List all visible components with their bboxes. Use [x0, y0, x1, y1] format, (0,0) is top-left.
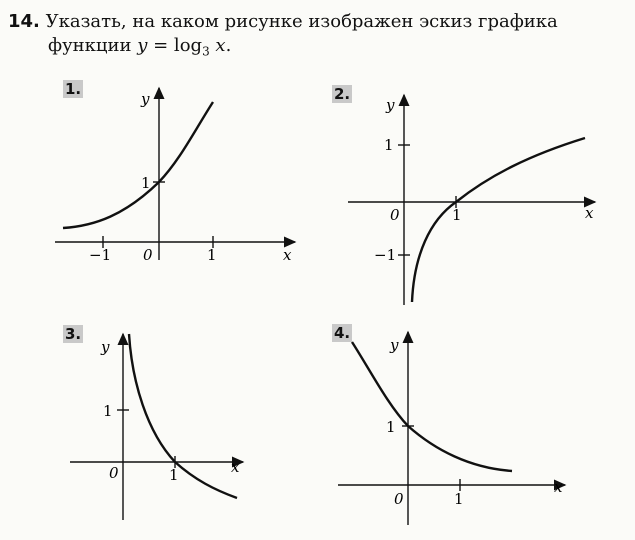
formula-base: 3 — [202, 44, 210, 59]
option-3-badge: 3. — [65, 325, 82, 343]
graph-option-4[interactable] — [320, 320, 620, 530]
y-axis-label: y — [101, 338, 110, 356]
option-4-badge: 4. — [334, 324, 351, 342]
graph-option-2[interactable] — [330, 80, 620, 310]
origin-label: 0 — [390, 206, 400, 224]
graph-3-plot — [55, 322, 315, 522]
formula-lhs: y — [137, 35, 148, 56]
x-tick-label-1: 1 — [169, 466, 179, 484]
function-formula — [137, 35, 232, 59]
graph-4-plot — [320, 320, 620, 530]
curve-1 — [63, 102, 213, 228]
y-tick-label-1: 1 — [386, 418, 396, 436]
formula-eq: = log — [147, 35, 203, 56]
graph-option-3[interactable] — [55, 322, 315, 522]
x-axis-label: x — [585, 204, 594, 222]
x-axis-label: x — [283, 246, 292, 264]
formula-arg: x — [209, 35, 226, 56]
x-tick-label-1: 1 — [207, 246, 217, 264]
curve-3 — [129, 334, 237, 498]
y-axis-label: y — [141, 90, 150, 108]
option-2-badge: 2. — [334, 85, 351, 103]
graph-1-plot — [55, 80, 315, 270]
x-axis-label: x — [554, 478, 563, 496]
question-line2-prefix: функции — [48, 35, 132, 56]
y-axis-label: y — [386, 96, 395, 114]
graph-option-1[interactable] — [55, 80, 315, 270]
y-tick-label-1: 1 — [384, 136, 394, 154]
x-axis-label: x — [231, 458, 240, 476]
question-text — [8, 10, 623, 64]
origin-label: 0 — [109, 464, 119, 482]
y-tick-label-1: 1 — [103, 402, 113, 420]
graph-2-plot — [330, 80, 620, 310]
curve-4 — [352, 342, 512, 471]
y-tick-label-1: 1 — [141, 174, 151, 192]
question-line1: Указать, на каком рисунке изображен эскиз графика — [45, 11, 558, 32]
option-1-badge: 1. — [65, 80, 82, 98]
y-axis-label: y — [390, 336, 399, 354]
y-tick-label-neg1: −1 — [374, 246, 397, 264]
x-tick-label-neg1: −1 — [89, 246, 112, 264]
x-tick-label-1: 1 — [454, 490, 464, 508]
x-tick-label-1: 1 — [452, 206, 462, 224]
formula-end: . — [225, 35, 232, 56]
origin-label: 0 — [394, 490, 404, 508]
question-number: 14. — [8, 11, 40, 32]
origin-label: 0 — [143, 246, 153, 264]
curve-2 — [412, 138, 585, 302]
